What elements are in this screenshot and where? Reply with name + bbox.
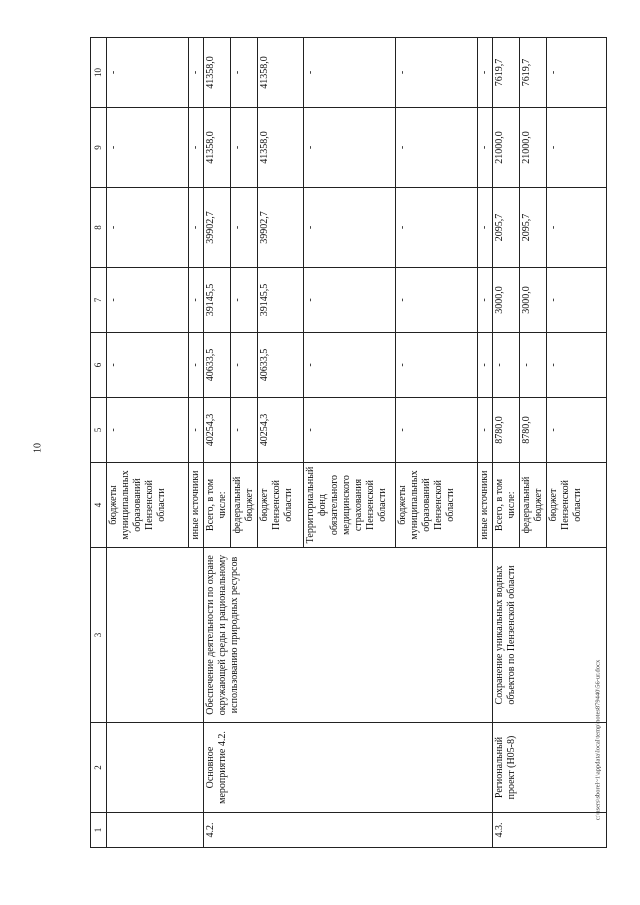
rotated-table-area xyxy=(90,38,583,848)
value-cell: - xyxy=(231,398,258,463)
funding-source-cell: Всего, в том числе: xyxy=(204,463,231,548)
value-cell: 39902,7 xyxy=(204,188,231,268)
value-cell: - xyxy=(107,188,189,268)
funding-source-cell: бюджеты муниципальных образований Пензенской области xyxy=(396,463,478,548)
value-cell: - xyxy=(396,38,478,108)
funding-source-cell: Всего, в том числе: xyxy=(493,463,520,548)
value-cell: 3000,0 xyxy=(493,268,520,333)
value-cell: - xyxy=(189,188,204,268)
measure-name-cell: Основное мероприятие 4.2. xyxy=(204,723,493,813)
value-cell: - xyxy=(478,38,493,108)
value-cell: 39902,7 xyxy=(258,188,304,268)
value-cell: - xyxy=(396,108,478,188)
value-cell: 21000,0 xyxy=(520,108,547,188)
value-cell: - xyxy=(304,108,396,188)
empty-cell xyxy=(107,548,204,723)
value-cell: 8780,0 xyxy=(520,398,547,463)
value-cell: 40254,3 xyxy=(258,398,304,463)
value-cell: 39145,5 xyxy=(204,268,231,333)
value-cell: - xyxy=(493,333,520,398)
value-cell: 40633,5 xyxy=(204,333,231,398)
value-cell: - xyxy=(189,398,204,463)
value-cell: 3000,0 xyxy=(520,268,547,333)
value-cell: - xyxy=(107,398,189,463)
column-header: 3 xyxy=(91,548,107,723)
value-cell: - xyxy=(304,38,396,108)
value-cell: 7619,7 xyxy=(493,38,520,108)
measure-name-cell: Региональный проект (Н05-8) xyxy=(493,723,607,813)
footer-file-path: c:\users\sborel~1\appdata\local\temp\notes879440\56-ur.docx xyxy=(594,659,602,821)
column-header: 9 xyxy=(91,108,107,188)
column-header: 5 xyxy=(91,398,107,463)
header-row xyxy=(91,38,107,848)
funding-source-cell: Территориальный фонд обязательного медицинского страхования Пензенской области xyxy=(304,463,396,548)
value-cell: 41358,0 xyxy=(204,108,231,188)
value-cell: 41358,0 xyxy=(258,38,304,108)
funding-source-cell: федеральный бюджет xyxy=(231,463,258,548)
value-cell: 41358,0 xyxy=(204,38,231,108)
funding-source-cell: федеральный бюджет xyxy=(520,463,547,548)
column-header: 8 xyxy=(91,188,107,268)
empty-cell xyxy=(107,723,204,813)
column-header: 1 xyxy=(91,813,107,848)
value-cell: - xyxy=(231,268,258,333)
value-cell: - xyxy=(304,398,396,463)
value-cell: - xyxy=(231,188,258,268)
empty-cell xyxy=(107,813,204,848)
value-cell: - xyxy=(189,333,204,398)
column-header: 4 xyxy=(91,463,107,548)
measure-description-cell: Обеспечение деятельности по охране окружающей среды и рациональному использованию природных ресурсов xyxy=(204,548,493,723)
value-cell: - xyxy=(107,108,189,188)
value-cell: - xyxy=(189,108,204,188)
value-cell: - xyxy=(189,38,204,108)
measure-description-cell: Сохранение уникальных водных объектов по Пензенской области xyxy=(493,548,607,723)
row-number-cell: 4.2. xyxy=(204,813,493,848)
value-cell: - xyxy=(231,38,258,108)
column-header: 6 xyxy=(91,333,107,398)
table-row xyxy=(107,38,189,848)
value-cell: - xyxy=(304,188,396,268)
value-cell: - xyxy=(547,333,607,398)
value-cell: - xyxy=(304,268,396,333)
value-cell: - xyxy=(478,108,493,188)
value-cell: - xyxy=(478,188,493,268)
funding-table xyxy=(90,37,607,848)
value-cell: - xyxy=(304,333,396,398)
value-cell: 8780,0 xyxy=(493,398,520,463)
value-cell: - xyxy=(547,398,607,463)
column-header: 7 xyxy=(91,268,107,333)
value-cell: - xyxy=(107,38,189,108)
value-cell: 7619,7 xyxy=(520,38,547,108)
column-header: 10 xyxy=(91,38,107,108)
value-cell: - xyxy=(520,333,547,398)
value-cell: - xyxy=(231,333,258,398)
value-cell: - xyxy=(547,38,607,108)
table-body xyxy=(91,38,607,848)
funding-source-cell: бюджет Пензенской области xyxy=(547,463,607,548)
value-cell: 39145,5 xyxy=(258,268,304,333)
value-cell: - xyxy=(396,333,478,398)
value-cell: - xyxy=(396,188,478,268)
value-cell: - xyxy=(107,268,189,333)
table-row xyxy=(204,38,231,848)
value-cell: - xyxy=(189,268,204,333)
value-cell: - xyxy=(478,398,493,463)
value-cell: 2095,7 xyxy=(493,188,520,268)
value-cell: - xyxy=(396,268,478,333)
value-cell: 40633,5 xyxy=(258,333,304,398)
funding-source-cell: бюджеты муниципальных образований Пензенской области xyxy=(107,463,189,548)
value-cell: - xyxy=(547,108,607,188)
row-number-cell: 4.3. xyxy=(493,813,607,848)
value-cell: - xyxy=(478,268,493,333)
column-header: 2 xyxy=(91,723,107,813)
page-number: 10 xyxy=(32,443,44,453)
rotated-table-wrapper xyxy=(90,38,583,848)
value-cell: - xyxy=(478,333,493,398)
value-cell: 41358,0 xyxy=(258,108,304,188)
value-cell: - xyxy=(396,398,478,463)
funding-source-cell: бюджет Пензенской области xyxy=(258,463,304,548)
value-cell: - xyxy=(547,268,607,333)
value-cell: 40254,3 xyxy=(204,398,231,463)
table-row xyxy=(493,38,520,848)
value-cell: 2095,7 xyxy=(520,188,547,268)
value-cell: - xyxy=(547,188,607,268)
value-cell: 21000,0 xyxy=(493,108,520,188)
funding-source-cell: иные источники xyxy=(478,463,493,548)
value-cell: - xyxy=(107,333,189,398)
value-cell: - xyxy=(231,108,258,188)
funding-source-cell: иные источники xyxy=(189,463,204,548)
